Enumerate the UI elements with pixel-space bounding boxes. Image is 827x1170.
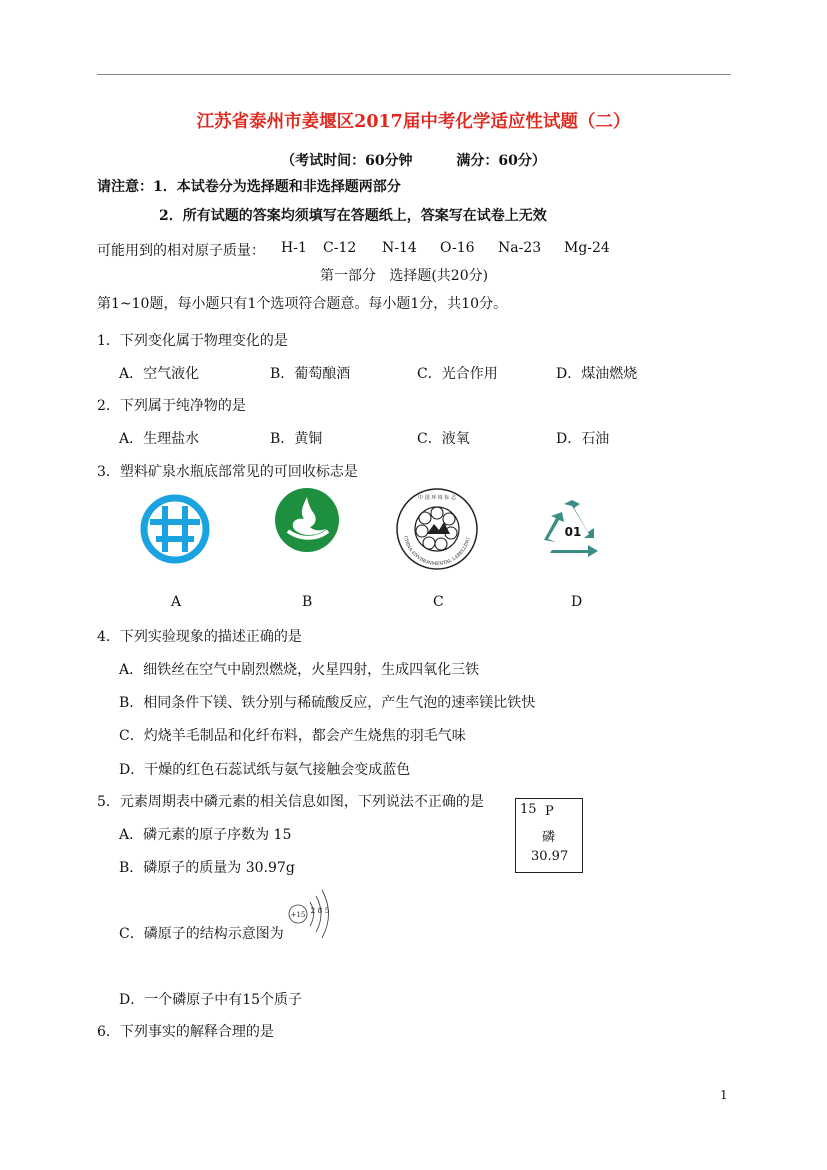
element-mass: 30.97 — [531, 849, 569, 864]
recycle-logo-b — [274, 487, 340, 553]
atomic-mass-c: C-12 — [323, 240, 357, 256]
element-name: 磷 — [542, 830, 556, 845]
element-atomic-number: 15 — [520, 802, 537, 817]
section-heading: 第一部分 选择题(共20分) — [320, 268, 489, 284]
element-card-phosphorus — [515, 798, 583, 873]
section-instruction: 第1~10题，每小题只有1个选项符合题意。每小题1分，共10分。 — [97, 296, 508, 312]
page-title: 江苏省泰州市姜堰区2017届中考化学适应性试题（二） — [196, 112, 631, 132]
atomic-mass-n: N-14 — [382, 240, 417, 256]
atom-shell-electrons: 2 8 5 — [310, 906, 330, 915]
question-5-option-a: A．磷元素的原子序数为 15 — [119, 827, 292, 843]
atomic-mass-mg: Mg-24 — [564, 240, 610, 256]
question-2-option-a: A．生理盐水 — [119, 431, 200, 447]
question-4-option-d: D．干燥的红色石蕊试纸与氨气接触会变成蓝色 — [119, 762, 411, 778]
question-2-option-c: C．液氧 — [417, 431, 470, 447]
recycle-logo-d — [538, 498, 606, 558]
question-5-option-d: D．一个磷原子中有15个质子 — [119, 992, 303, 1008]
question-3-stem: 3．塑料矿泉水瓶底部常见的可回收标志是 — [97, 464, 358, 480]
header-rule — [97, 74, 731, 75]
question-4-stem: 4．下列实验现象的描述正确的是 — [97, 629, 302, 645]
question-2-option-d: D．石油 — [556, 431, 610, 447]
page-number: 1 — [720, 1088, 728, 1102]
atomic-mass-h: H-1 — [281, 240, 307, 256]
question-1-option-c: C．光合作用 — [417, 366, 498, 382]
question-5-option-b: B．磷原子的质量为 30.97g — [119, 860, 295, 876]
question-5-option-c: C．磷原子的结构示意图为 — [119, 926, 284, 942]
question-4-option-b: B．相同条件下镁、铁分别与稀硫酸反应，产生气泡的速率镁比铁快 — [119, 695, 536, 711]
question-2-option-b: B．黄铜 — [270, 431, 323, 447]
notice-line-1: 请注意：1．本试卷分为选择题和非选择题两部分 — [97, 179, 401, 195]
logo-d-code: 01 — [564, 525, 582, 539]
atomic-mass-o: O-16 — [440, 240, 475, 256]
atom-structure-diagram — [286, 884, 336, 944]
question-2-stem: 2．下列属于纯净物的是 — [97, 398, 246, 414]
atom-nucleus-label: +15 — [290, 911, 306, 919]
environmental-label-logo-c — [394, 486, 480, 572]
question-3-option-c: C — [433, 594, 444, 610]
recycle-logo-a — [140, 494, 210, 564]
atomic-mass-na: Na-23 — [498, 240, 542, 256]
question-3-option-b: B — [302, 594, 313, 610]
question-1-stem: 1．下列变化属于物理变化的是 — [97, 333, 288, 349]
question-1-option-d: D．煤油燃烧 — [556, 366, 638, 382]
logo-c-top-text: 中 国 环 境 标 志 — [418, 495, 456, 501]
question-1-option-a: A．空气液化 — [119, 366, 200, 382]
exam-info: （考试时间：60分钟 满分：60分） — [281, 153, 546, 169]
atomic-mass-label: 可能用到的相对原子质量： — [97, 243, 265, 259]
question-5-stem: 5．元素周期表中磷元素的相关信息如图，下列说法不正确的是 — [97, 794, 484, 810]
question-3-option-a: A — [171, 594, 182, 610]
logo-c-ring-text: CHINA ENVIRONMENTAL LABELLING — [402, 535, 472, 568]
question-4-option-c: C．灼烧羊毛制品和化纤布料，都会产生烧焦的羽毛气味 — [119, 728, 466, 744]
notice-line-2: 2．所有试题的答案均须填写在答题纸上，答案写在试卷上无效 — [159, 208, 547, 224]
question-6-stem: 6．下列事实的解释合理的是 — [97, 1024, 274, 1040]
element-symbol: P — [545, 804, 554, 819]
question-1-option-b: B．葡萄酿酒 — [270, 366, 351, 382]
question-3-option-d: D — [571, 594, 583, 610]
question-4-option-a: A．细铁丝在空气中剧烈燃烧，火星四射，生成四氧化三铁 — [119, 662, 480, 678]
